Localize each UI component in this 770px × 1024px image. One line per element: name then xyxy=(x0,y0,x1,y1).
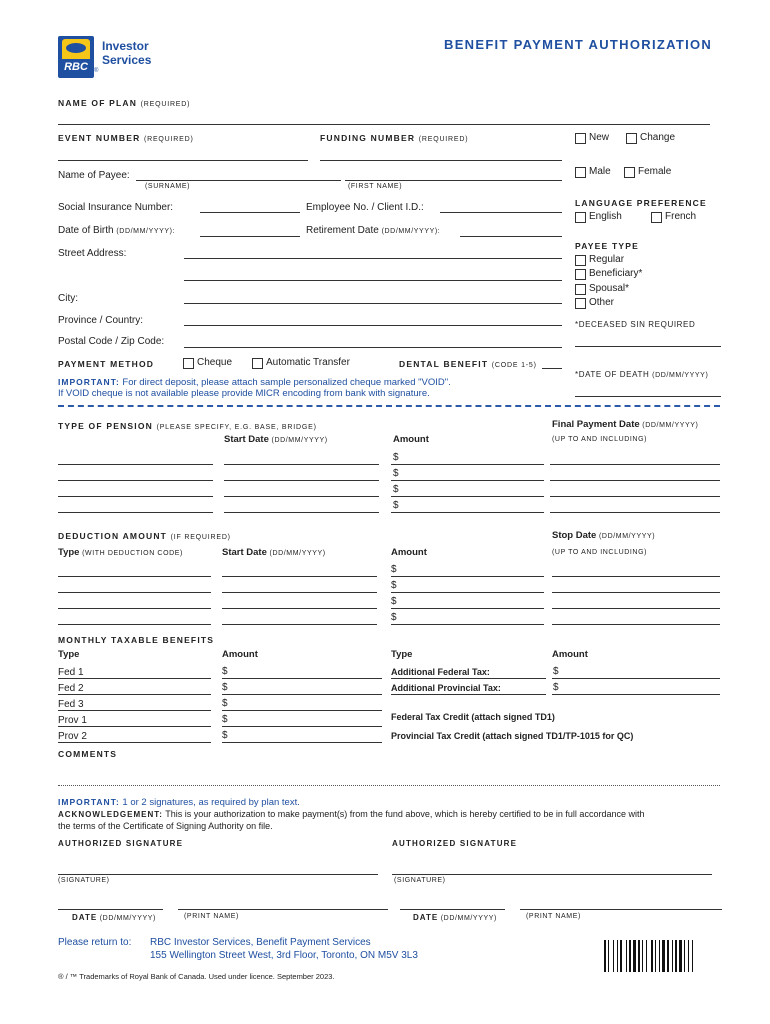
barcode-bar xyxy=(667,940,669,972)
add-federal-field[interactable] xyxy=(552,678,720,679)
deduction-type-field[interactable] xyxy=(58,624,211,625)
taxable-row-dollar: $ xyxy=(222,730,228,741)
deduction-amount-field[interactable] xyxy=(391,592,544,593)
taxable-row-label: Fed 2 xyxy=(58,683,84,694)
funding-field[interactable] xyxy=(320,160,562,161)
barcode-bar xyxy=(646,940,647,972)
beneficiary-label: Beneficiary* xyxy=(589,268,643,279)
pension-amount-field[interactable] xyxy=(391,464,544,465)
return-address-1: RBC Investor Services, Benefit Payment Services xyxy=(150,937,371,948)
auto-transfer-label: Automatic Transfer xyxy=(266,357,350,368)
pension-type-field[interactable] xyxy=(58,480,213,481)
street-field-1[interactable] xyxy=(184,258,562,259)
change-label: Change xyxy=(640,132,676,143)
deduction-stop-field[interactable] xyxy=(552,608,720,609)
deduction-dollar: $ xyxy=(391,564,397,575)
deduction-amount-field[interactable] xyxy=(391,608,544,609)
postal-field[interactable] xyxy=(184,347,562,348)
pension-final-field[interactable] xyxy=(550,464,720,465)
female-label: Female xyxy=(638,166,672,177)
deduction-type-field[interactable] xyxy=(58,608,211,609)
street-label: Street Address: xyxy=(58,248,127,259)
barcode-bar xyxy=(688,940,689,972)
taxable-row-field[interactable] xyxy=(222,678,382,679)
taxable-row-label: Prov 2 xyxy=(58,731,87,742)
beneficiary-checkbox[interactable] xyxy=(575,269,586,280)
english-label: English xyxy=(589,211,622,222)
barcode-bar xyxy=(633,940,636,972)
regular-label: Regular xyxy=(589,254,625,265)
return-label: Please return to: xyxy=(58,937,132,948)
sin-field[interactable] xyxy=(200,212,300,213)
barcode-bar xyxy=(613,940,614,972)
taxable-row-dollar: $ xyxy=(222,714,228,725)
other-label: Other xyxy=(589,297,615,308)
firstname-caption: (FIRST NAME) xyxy=(348,183,403,190)
taxable-row-line xyxy=(58,694,211,695)
taxable-row-field[interactable] xyxy=(222,694,382,695)
regular-checkbox[interactable] xyxy=(575,255,586,266)
retire-label: Retirement Date (DD/MM/YYYY): xyxy=(306,225,441,236)
firstname-field[interactable] xyxy=(345,180,562,181)
taxable-row-line xyxy=(58,742,211,743)
logo-line2: Services xyxy=(102,53,152,67)
pension-amount-label: Amount xyxy=(393,434,429,445)
printname-caption-1: (PRINT NAME) xyxy=(184,913,239,920)
taxable-row-label: Prov 1 xyxy=(58,715,87,726)
deduction-type-field[interactable] xyxy=(58,576,211,577)
date-field-1[interactable] xyxy=(58,909,163,910)
comments-field[interactable] xyxy=(58,785,720,786)
pension-start-field[interactable] xyxy=(224,512,379,513)
deduction-amount-field[interactable] xyxy=(391,624,544,625)
other-checkbox[interactable] xyxy=(575,298,586,309)
deduction-start-field[interactable] xyxy=(222,592,377,593)
pension-final-field[interactable] xyxy=(550,496,720,497)
male-checkbox[interactable] xyxy=(575,167,586,178)
comments-label: COMMENTS xyxy=(58,749,118,759)
taxable-row-line xyxy=(58,678,211,679)
new-checkbox[interactable] xyxy=(575,133,586,144)
language-label: LANGUAGE PREFERENCE xyxy=(575,198,707,208)
surname-caption: (SURNAME) xyxy=(145,183,191,190)
deduction-start-field[interactable] xyxy=(222,624,377,625)
pension-amount-field[interactable] xyxy=(391,496,544,497)
pension-start-field[interactable] xyxy=(224,496,379,497)
barcode-bar xyxy=(662,940,665,972)
deduction-upto: (UP TO AND INCLUDING) xyxy=(552,549,648,556)
cheque-checkbox[interactable] xyxy=(183,358,194,369)
barcode-bar xyxy=(604,940,606,972)
deduction-start-label: Start Date (DD/MM/YYYY) xyxy=(222,547,326,558)
important-deposit: IMPORTANT: For direct deposit, please attach sample personalized cheque marked "VOID". xyxy=(58,377,451,388)
deduction-amount-field[interactable] xyxy=(391,576,544,577)
taxable-row-dollar: $ xyxy=(222,698,228,709)
page-title: BENEFIT PAYMENT AUTHORIZATION xyxy=(444,37,713,52)
deduction-dollar: $ xyxy=(391,580,397,591)
deduction-stop-field[interactable] xyxy=(552,592,720,593)
deduction-stop-label: Stop Date (DD/MM/YYYY) xyxy=(552,530,656,541)
employee-label: Employee No. / Client I.D.: xyxy=(306,202,424,213)
barcode-bar xyxy=(626,940,627,972)
city-label: City: xyxy=(58,293,78,304)
pension-type-field[interactable] xyxy=(58,496,213,497)
female-checkbox[interactable] xyxy=(624,167,635,178)
taxable-row-dollar: $ xyxy=(222,666,228,677)
taxable-label: MONTHLY TAXABLE BENEFITS xyxy=(58,635,215,645)
deduction-amount-label: Amount xyxy=(391,547,427,558)
french-label: French xyxy=(665,211,697,222)
barcode-bar xyxy=(651,940,653,972)
deduction-dollar: $ xyxy=(391,612,397,623)
federal-credit-label: Federal Tax Credit (attach signed TD1) xyxy=(391,712,555,722)
logo-line1: Investor xyxy=(102,39,149,53)
payee-type-label: PAYEE TYPE xyxy=(575,241,639,251)
street-field-2[interactable] xyxy=(184,280,562,281)
plan-field[interactable] xyxy=(58,124,710,125)
deduction-label: DEDUCTION AMOUNT (IF REQUIRED) xyxy=(58,531,231,541)
provincial-credit-label: Provincial Tax Credit (attach signed TD1/TP-1015 for QC) xyxy=(391,731,634,741)
add-federal-dollar: $ xyxy=(553,666,559,677)
return-address-2: 155 Wellington Street West, 3rd Floor, Toronto, ON M5V 3L3 xyxy=(150,950,418,961)
taxable-row-field[interactable] xyxy=(222,742,382,743)
pension-dollar: $ xyxy=(393,468,399,479)
pension-amount-field[interactable] xyxy=(391,512,544,513)
taxable-row-field[interactable] xyxy=(222,726,382,727)
trademark-footer: ® / ™ Trademarks of Royal Bank of Canada. Used under licence. September 2023. xyxy=(58,972,335,981)
pension-start-label: Start Date (DD/MM/YYYY) xyxy=(224,434,328,445)
spousal-label: Spousal* xyxy=(589,283,630,294)
add-federal-label: Additional Federal Tax: xyxy=(391,667,490,677)
french-checkbox[interactable] xyxy=(651,212,662,223)
acknowledgement-line2: the terms of the Certificate of Signing Authority on file. xyxy=(58,821,273,831)
barcode-bar xyxy=(692,940,693,972)
dod-label: *DATE OF DEATH (DD/MM/YYYY) xyxy=(575,370,709,379)
barcode-bar xyxy=(642,940,643,972)
employee-field[interactable] xyxy=(440,212,562,213)
deduction-dollar: $ xyxy=(391,596,397,607)
date-caption-2: DATE (DD/MM/YYYY) xyxy=(413,913,497,922)
taxable-row-line xyxy=(58,710,211,711)
deduction-type-field[interactable] xyxy=(58,592,211,593)
retire-field[interactable] xyxy=(460,236,562,237)
cheque-label: Cheque xyxy=(197,357,233,368)
pension-dollar: $ xyxy=(393,484,399,495)
province-field[interactable] xyxy=(184,325,562,326)
barcode-bar xyxy=(659,940,660,972)
plan-label: NAME OF PLAN (REQUIRED) xyxy=(58,98,191,108)
taxable-row-label: Fed 3 xyxy=(58,699,84,710)
date-field-2[interactable] xyxy=(400,909,505,910)
barcode-bar xyxy=(679,940,682,972)
taxable-row-line xyxy=(58,726,211,727)
sin-label: Social Insurance Number: xyxy=(58,202,174,213)
taxable-row-dollar: $ xyxy=(222,682,228,693)
funding-label: FUNDING NUMBER (REQUIRED) xyxy=(320,133,469,143)
add-provincial-line xyxy=(391,694,546,695)
add-provincial-field[interactable] xyxy=(552,694,720,695)
city-field[interactable] xyxy=(184,303,562,304)
pension-amount-field[interactable] xyxy=(391,480,544,481)
signature-label-1: AUTHORIZED SIGNATURE xyxy=(58,839,184,848)
auto-transfer-checkbox[interactable] xyxy=(252,358,263,369)
pension-upto: (UP TO AND INCLUDING) xyxy=(552,436,648,443)
barcode-bar xyxy=(608,940,609,972)
event-label: EVENT NUMBER (REQUIRED) xyxy=(58,133,194,143)
signature-caption-2: (SIGNATURE) xyxy=(394,877,446,884)
english-checkbox[interactable] xyxy=(575,212,586,223)
signature-field-1[interactable] xyxy=(58,874,378,875)
deduction-type-label: Type (WITH DEDUCTION CODE) xyxy=(58,547,183,558)
pension-type-field[interactable] xyxy=(58,512,213,513)
dental-label: DENTAL BENEFIT (CODE 1-5) xyxy=(399,359,537,369)
deduction-stop-field[interactable] xyxy=(552,576,720,577)
taxable-amount2-header: Amount xyxy=(552,649,588,660)
deduction-stop-field[interactable] xyxy=(552,624,720,625)
add-federal-line xyxy=(391,678,546,679)
pension-final-field[interactable] xyxy=(550,480,720,481)
deceased-sin-field[interactable] xyxy=(575,346,721,347)
spousal-checkbox[interactable] xyxy=(575,284,586,295)
dod-field[interactable] xyxy=(575,396,721,397)
pension-type-field[interactable] xyxy=(58,464,213,465)
barcode-bar xyxy=(629,940,631,972)
taxable-row-field[interactable] xyxy=(222,710,382,711)
pension-dollar: $ xyxy=(393,452,399,463)
province-label: Province / Country: xyxy=(58,315,144,326)
barcode-bar xyxy=(617,940,618,972)
barcode-bar xyxy=(638,940,640,972)
important-signatures: IMPORTANT: 1 or 2 signatures, as required by plan text. xyxy=(58,797,300,808)
taxable-type-header: Type xyxy=(58,649,80,660)
payee-label: Name of Payee: xyxy=(58,170,130,181)
printname-field-1[interactable] xyxy=(178,909,388,910)
pension-start-field[interactable] xyxy=(224,480,379,481)
male-label: Male xyxy=(589,166,611,177)
deceased-sin-note: *DECEASED SIN REQUIRED xyxy=(575,320,696,329)
add-provincial-label: Additional Provincial Tax: xyxy=(391,683,501,693)
barcode-bar xyxy=(655,940,656,972)
barcode-bar xyxy=(675,940,677,972)
signature-field-2[interactable] xyxy=(392,874,712,875)
dob-field[interactable] xyxy=(200,236,300,237)
pension-final-label: Final Payment Date (DD/MM/YYYY) xyxy=(552,419,699,430)
taxable-row-label: Fed 1 xyxy=(58,667,84,678)
pension-start-field[interactable] xyxy=(224,464,379,465)
deduction-start-field[interactable] xyxy=(222,608,377,609)
barcode-bar xyxy=(672,940,673,972)
taxable-amount-header: Amount xyxy=(222,649,258,660)
printname-caption-2: (PRINT NAME) xyxy=(526,913,581,920)
change-checkbox[interactable] xyxy=(626,133,637,144)
barcode-bar xyxy=(684,940,685,972)
barcode-bar xyxy=(620,940,622,972)
acknowledgement-line1: ACKNOWLEDGEMENT: This is your authorization to make payment(s) from the fund above, which is hereby certified to be in full accordance with xyxy=(58,809,645,819)
rbc-shield-icon: RBC xyxy=(58,36,94,78)
surname-field[interactable] xyxy=(136,180,341,181)
rbc-logo: RBC ® Investor Services xyxy=(58,36,188,80)
important-micr: If VOID cheque is not available please provide MICR encoding from bank with signature. xyxy=(58,388,430,399)
pension-final-field[interactable] xyxy=(550,512,720,513)
date-caption-1: DATE (DD/MM/YYYY) xyxy=(72,913,156,922)
new-label: New xyxy=(589,132,610,143)
event-field[interactable] xyxy=(58,160,308,161)
postal-label: Postal Code / Zip Code: xyxy=(58,336,165,347)
dob-label: Date of Birth (DD/MM/YYYY): xyxy=(58,225,176,236)
pension-dollar: $ xyxy=(393,500,399,511)
taxable-type2-header: Type xyxy=(391,649,413,660)
payment-label: PAYMENT METHOD xyxy=(58,359,155,369)
printname-field-2[interactable] xyxy=(520,909,722,910)
signature-label-2: AUTHORIZED SIGNATURE xyxy=(392,839,518,848)
add-provincial-dollar: $ xyxy=(553,682,559,693)
barcode xyxy=(604,940,722,972)
signature-caption-1: (SIGNATURE) xyxy=(58,877,110,884)
dental-field[interactable] xyxy=(542,368,562,369)
deduction-start-field[interactable] xyxy=(222,576,377,577)
pension-label: TYPE OF PENSION (PLEASE SPECIFY, E.G. BASE, BRIDGE) xyxy=(58,421,317,431)
section-divider xyxy=(58,405,720,407)
